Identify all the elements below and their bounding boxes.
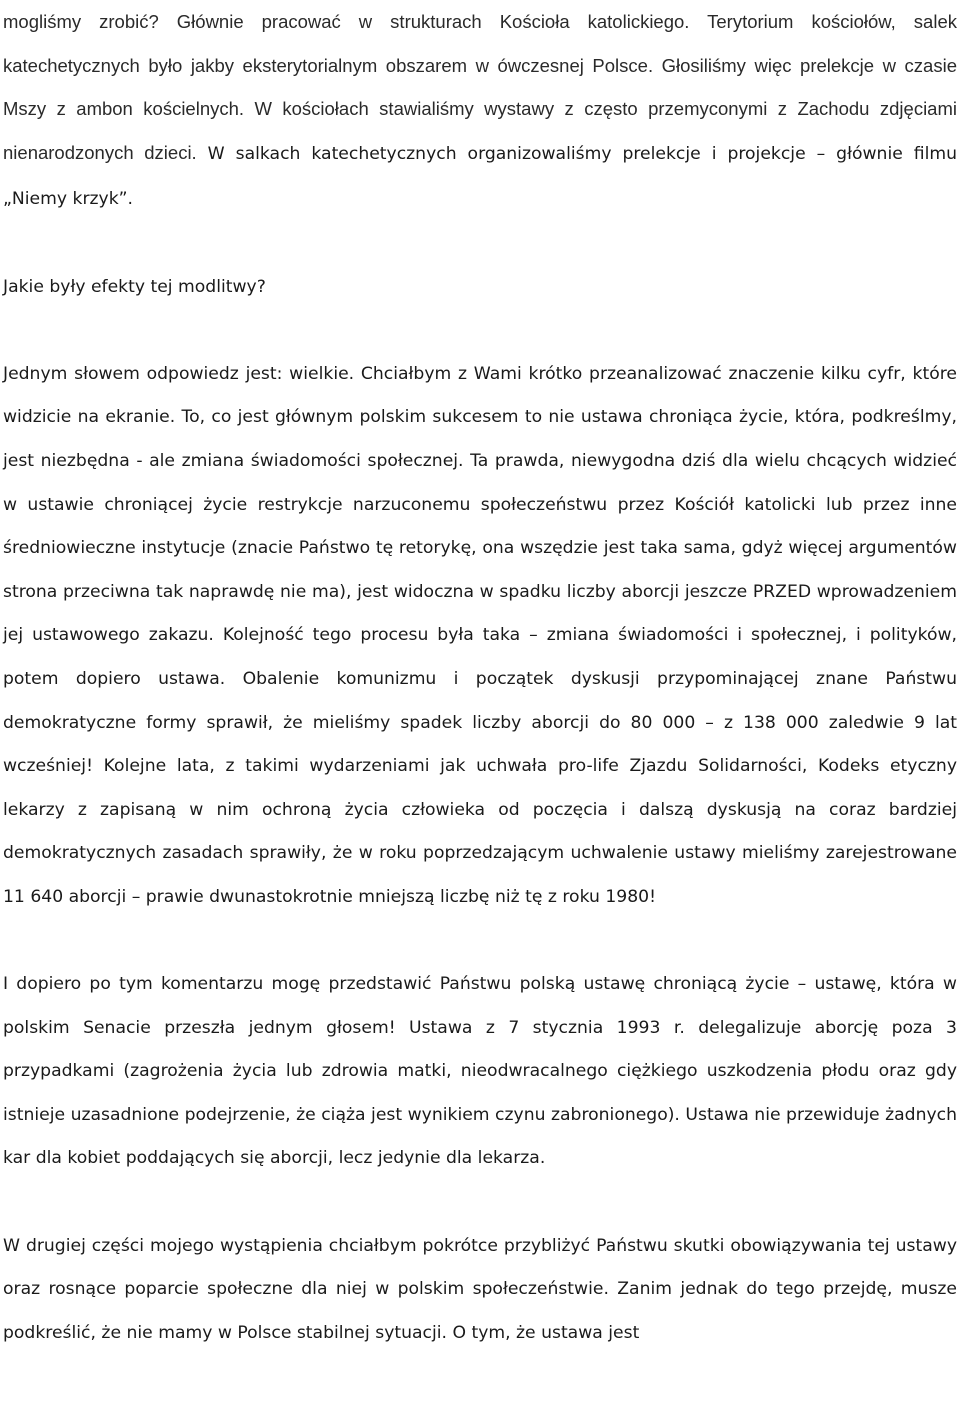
paragraph-text-segment: W salkach katechetycznych organizowaliśmy prelekcje i projekcje – głównie filmu „Niemy krzyk”. bbox=[3, 143, 957, 210]
paragraph-law: I dopiero po tym komentarzu mogę przedstawić Państwu polską ustawę chroniącą życie – ustawę, która w polskim Senacie przeszła jednym głosem! Ustawa z 7 stycznia 1993 r. delegalizuje aborcję poza 3 przypadkami (zagrożenia życia lub zdrowia matki, nieodwracalnego ciężkiego uszkodzenia płodu oraz gdy istnieje uzasadnione podejrzenie, że ciąża jest wynikiem czynu zabronionego). Ustawa nie przewiduje żadnych kar dla kobiet poddających się aborcji, lecz jedynie dla lekarza. bbox=[3, 974, 957, 1169]
paragraph-second-part: W drugiej części mojego wystąpienia chciałbym pokrótce przybliżyć Państwu skutki obowiązywania tej ustawy oraz rosnące poparcie społeczne dla niej w polskim społeczeństwie. Zanim jednak do tego przejdę, musze podkreślić, że nie mamy w Polsce stabilnej sytuacji. O tym, że ustawa jest bbox=[3, 1235, 957, 1343]
paragraph-answer: Jednym słowem odpowiedz jest: wielkie. Chciałbym z Wami krótko przeanalizować znaczenie kilku cyfr, które widzicie na ekranie. To, co jest głównym polskim sukcesem to nie ustawa chroniąca życie, która, podkreślmy, jest niezbędna - ale zmiana świadomości społecznej. Ta prawda, niewygodna dziś dla wielu chcących widzieć w ustawie chroniącej życie restrykcje narzuconemu społeczeństwu przez Kościół katolicki lub przez inne średniowieczne instytucje (znacie Państwo tę retorykę, ona wszędzie jest taka sama, gdyż więcej argumentów strona przeciwna tak naprawdę nie ma), jest widoczna w spadku liczby aborcji jeszcze PRZED wprowadzeniem jej ustawowego zakazu. Kolejność tego procesu była taka – zmiana świadomości i społecznej, i polityków, potem dopiero ustawa. Obalenie komunizmu i początek dyskusji przypominającej znane Państwu demokratyczne formy sprawił, że mieliśmy spadek liczby aborcji do 80 000 – z 138 000 zaledwie 9 lat wcześniej! Kolejne lata, z takimi wydarzeniami jak uchwała pro-life Zjazdu Solidarności, Kodeks etyczny lekarzy z zapisaną w nim ochroną życia człowieka od poczęcia i dalszą dyskusją na coraz bardziej demokratycznych zasadach sprawiły, że w roku poprzedzającym uchwalenie ustawy mieliśmy zarejestrowane 11 640 aborcji – prawie dwunastokrotnie mniejszą liczbę niż tę z roku 1980! bbox=[3, 363, 957, 907]
document-page bbox=[3, 0, 957, 1355]
paragraph-text-segment: mogliśmy zrobić? Głównie pracować w strukturach Kościoła katolickiego. Terytorium kościołów, salek katechetycznych było jakby eksterytorialnym obszarem w ówczesnej Polsce. Głosiliśmy więc prelekcje w czasie Mszy z ambon kościelnych. W kościołach stawialiśmy wystawy z często przemyconymi z Zachodu zdjęciami nienarodzonych dzieci. bbox=[3, 11, 957, 163]
question-heading: Jakie były efekty tej modlitwy? bbox=[3, 276, 266, 297]
paragraph-church-activities bbox=[3, 0, 957, 222]
